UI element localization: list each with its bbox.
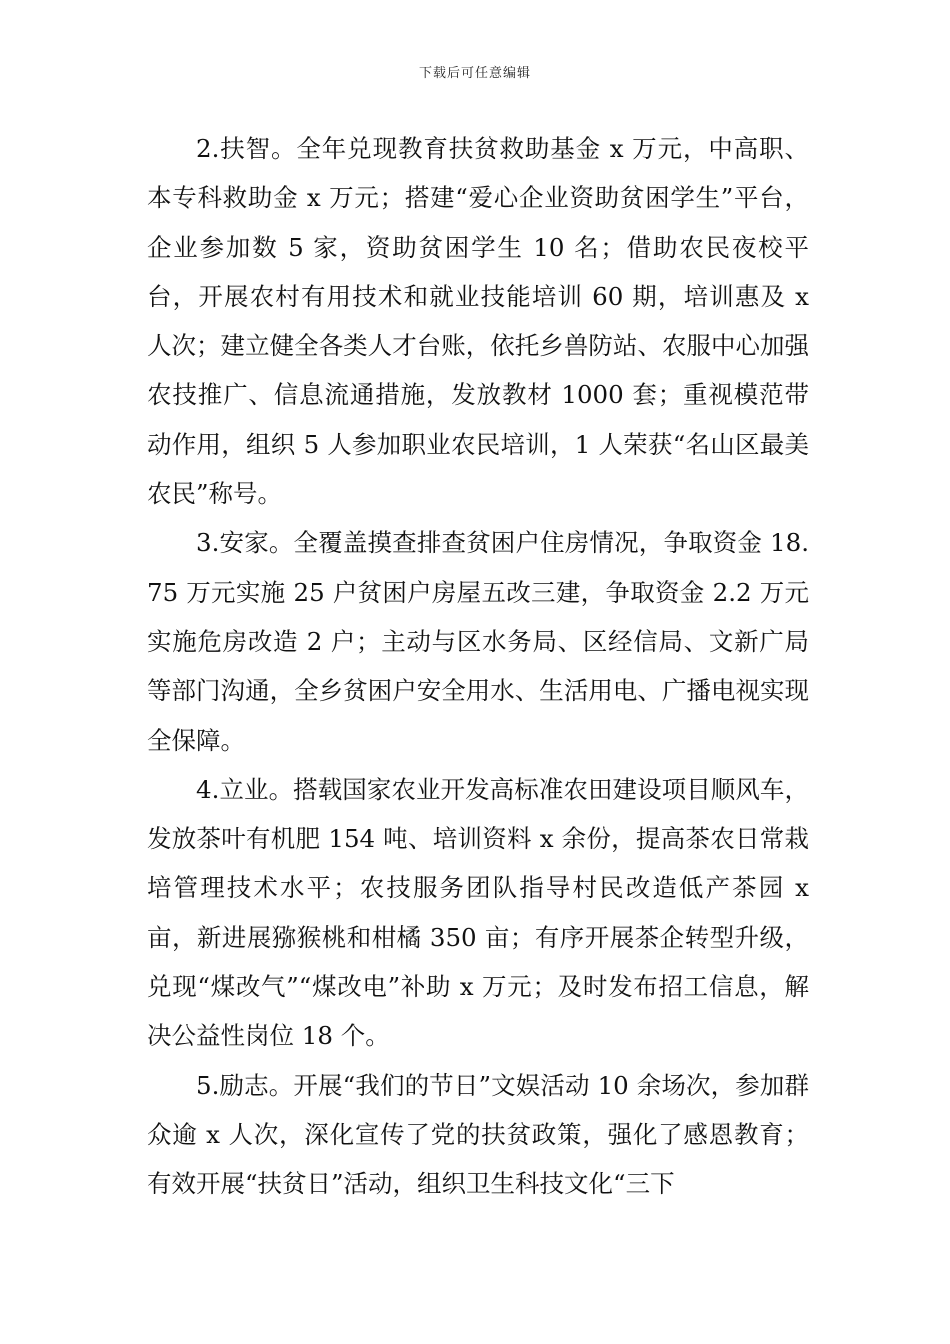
paragraph-anjia: 3.安家。全覆盖摸查排查贫困户住房情况，争取资金 18.75 万元实施 25 户贫困户房屋五改三建，争取资金 2.2 万元实施危房改造 2 户；主动与区水务局、区经信局、文新广局等部门沟通，全乡贫困户安全用水、生活用电、广播电视实现全保障。: [147, 528, 809, 755]
page-header: 下载后可任意编辑: [418, 66, 531, 81]
paragraph-lizhi: 5.励志。开展“我们的节日”文娱活动 10 余场次，参加群众逾 x 人次，深化宣传了党的扶贫政策，强化了感恩教育；有效开展“扶贫日”活动，组织卫生科技文化“三下: [147, 1070, 809, 1199]
paragraph-liye: 4.立业。搭载国家农业开发高标准农田建设项目顺风车，发放茶叶有机肥 154 吨、培训资料 x 余份，提高茶农日常栽培管理技术水平；农技服务团队指导村民改造低产茶园 x 亩，新进展猕猴桃和柑橘 350 亩；有序开展茶企转型升级，兑现“煤改气”“煤改电”补助 x 万元；及时发布招工信息，解决公益性岗位 18 个。: [147, 774, 809, 1051]
paragraph-fuzhi: 2.扶智。全年兑现教育扶贫救助基金 x 万元，中高职、本专科救助金 x 万元；搭建“爱心企业资助贫困学生”平台，企业参加数 5 家，资助贫困学生 10 名；借助农民夜校平台，开展农村有用技术和就业技能培训 60 期，培训惠及 x 人次；建立健全各类人才台账，依托乡兽防站、农服中心加强农技推广、信息流通措施，发放教材 1000 套；重视模范带动作用，组织 5 人参加职业农民培训，1 人荣获“名山区最美农民”称号。: [147, 134, 809, 509]
document-body: [147, 124, 809, 1209]
